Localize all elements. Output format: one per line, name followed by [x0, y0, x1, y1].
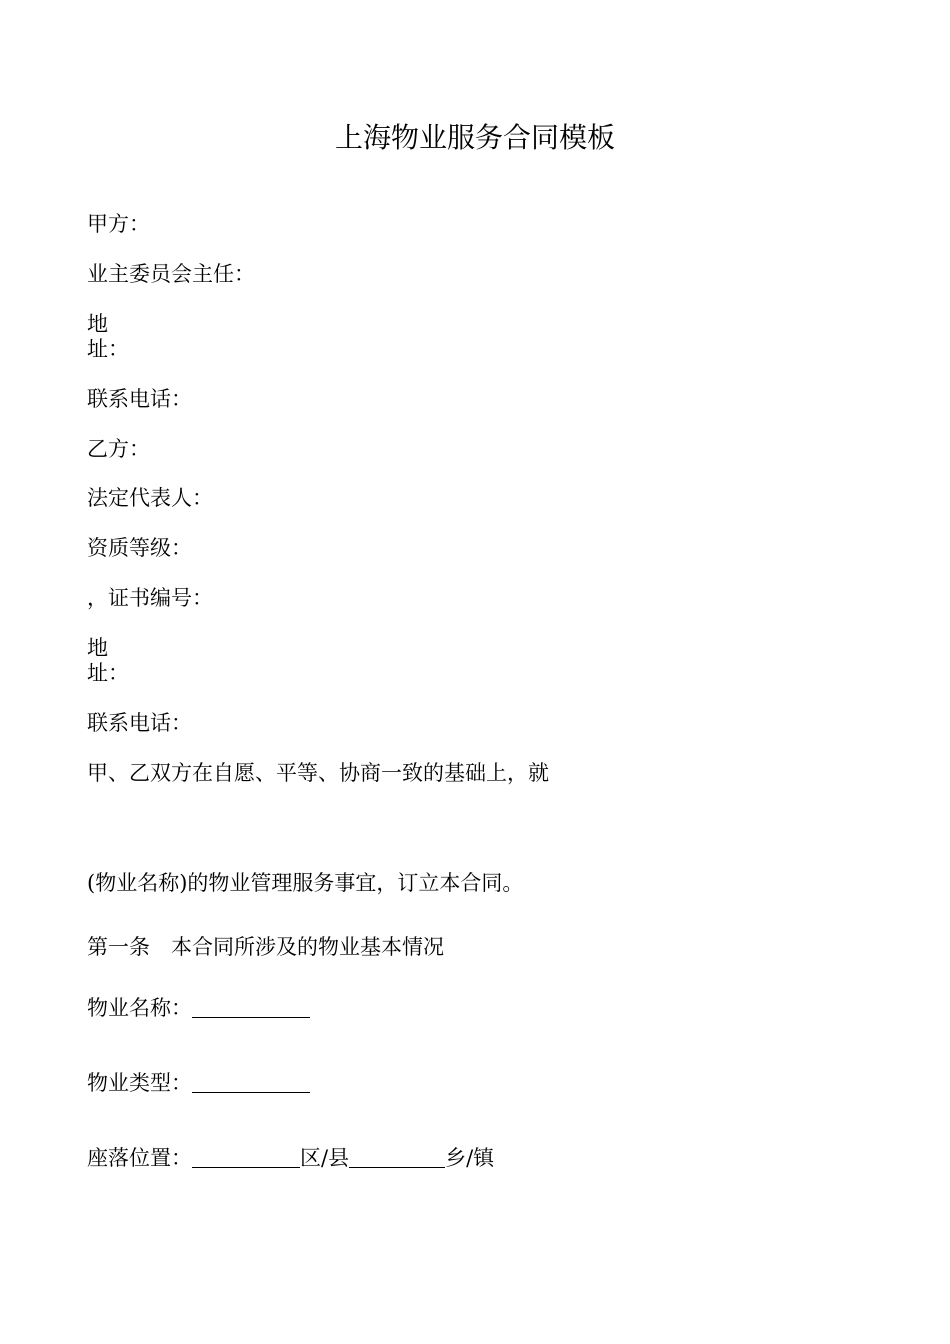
preamble-line-1: 甲、乙双方在自愿、平等、协商一致的基础上，就	[87, 761, 549, 785]
location-label: 座落位置：	[87, 1146, 192, 1170]
party-a-label: 甲方：	[87, 212, 150, 236]
party-b-address-line1: 地	[87, 636, 108, 660]
district-blank	[192, 1147, 300, 1168]
property-type-blank	[192, 1072, 310, 1093]
party-b-address-line2: 址：	[87, 661, 129, 685]
document-title: 上海物业服务合同模板	[334, 121, 615, 154]
qualification-level-field: 资质等级：	[87, 536, 192, 560]
preamble-line-2: (物业名称)的物业管理服务事宜，订立本合同。	[87, 871, 524, 895]
property-type-row	[87, 1070, 310, 1096]
property-name-row	[87, 995, 310, 1021]
district-label: 区/县	[300, 1146, 350, 1170]
location-row	[87, 1145, 494, 1171]
certificate-number-field: ，证书编号：	[87, 586, 213, 610]
party-a-phone-field: 联系电话：	[87, 387, 192, 411]
property-type-label: 物业类型：	[87, 1071, 192, 1095]
committee-director-field: 业主委员会主任：	[87, 262, 255, 286]
town-blank	[349, 1147, 445, 1168]
property-name-label: 物业名称：	[87, 996, 192, 1020]
party-b-label: 乙方：	[87, 437, 150, 461]
legal-representative-field: 法定代表人：	[87, 486, 213, 510]
town-label: 乡/镇	[445, 1146, 495, 1170]
party-b-phone-field: 联系电话：	[87, 711, 192, 735]
property-name-blank	[192, 997, 310, 1018]
party-a-address-line2: 址：	[87, 337, 129, 361]
article-1-heading: 第一条 本合同所涉及的物业基本情况	[87, 935, 444, 959]
party-a-address-line1: 地	[87, 312, 108, 336]
